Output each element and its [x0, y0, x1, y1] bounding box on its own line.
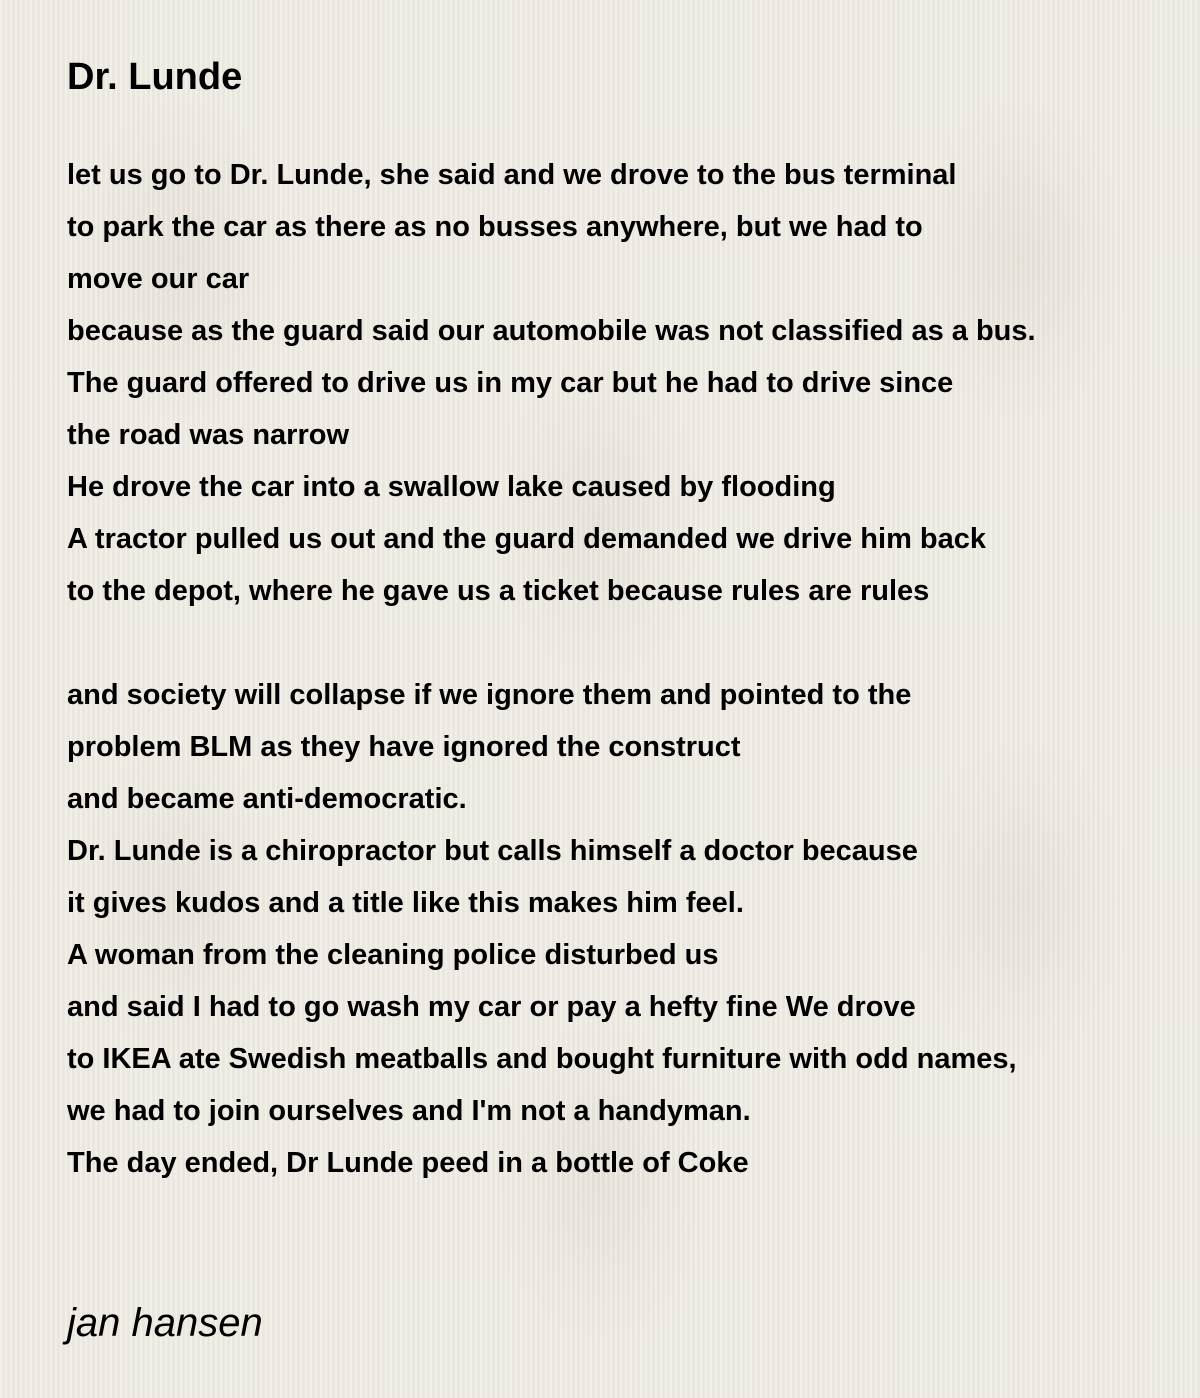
poem-line: and society will collapse if we ignore them and pointed to the: [67, 679, 912, 711]
poem-line: to the depot, where he gave us a ticket because rules are rules: [67, 575, 930, 607]
poem-stanza-1: [67, 149, 1036, 617]
poem-line: to IKEA ate Swedish meatballs and bought furniture with odd names,: [67, 1043, 1017, 1075]
poem-line: we had to join ourselves and I'm not a handyman.: [67, 1095, 751, 1127]
poem-line: the road was narrow: [67, 419, 350, 451]
poem-line: He drove the car into a swallow lake caused by flooding: [67, 471, 836, 503]
poem-line: A woman from the cleaning police disturbed us: [67, 939, 719, 971]
poem-stanza-2: [67, 669, 1017, 1189]
poem-line: problem BLM as they have ignored the construct: [67, 731, 741, 763]
poem-title: Dr. Lunde: [67, 56, 243, 98]
poem-line: to park the car as there as no busses anywhere, but we had to: [67, 211, 923, 243]
poem-line: Dr. Lunde is a chiropractor but calls himself a doctor because: [67, 835, 918, 867]
poem-line: let us go to Dr. Lunde, she said and we drove to the bus terminal: [67, 159, 957, 191]
poem-line: The day ended, Dr Lunde peed in a bottle of Coke: [67, 1147, 749, 1179]
poem-line: A tractor pulled us out and the guard demanded we drive him back: [67, 523, 987, 555]
poem-line: and became anti-democratic.: [67, 783, 467, 815]
poem-line: The guard offered to drive us in my car but he had to drive since: [67, 367, 954, 399]
poem-line: and said I had to go wash my car or pay a hefty fine We drove: [67, 991, 916, 1023]
poem-line: it gives kudos and a title like this makes him feel.: [67, 887, 744, 919]
poem-line: because as the guard said our automobile was not classified as a bus.: [67, 315, 1036, 347]
poem-line: move our car: [67, 263, 250, 295]
poem-author: jan hansen: [67, 1301, 263, 1345]
